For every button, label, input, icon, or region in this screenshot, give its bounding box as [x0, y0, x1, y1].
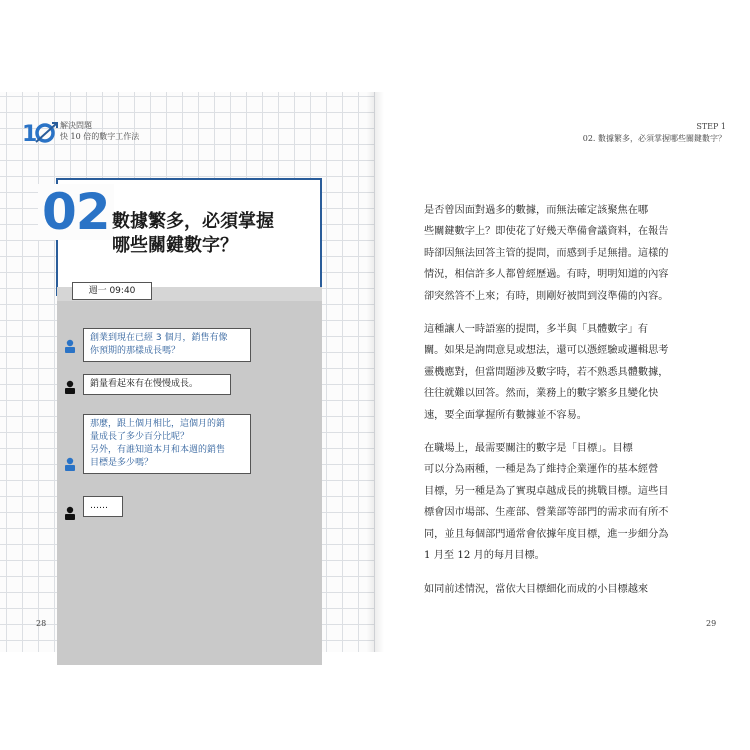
book-spread — [0, 92, 750, 652]
text-line: 在職場上，最需要關注的數字是「目標」。目標 — [424, 443, 633, 455]
chapter-title — [112, 210, 312, 258]
running-header-step: STEP 1 — [696, 122, 726, 131]
left-page — [0, 92, 375, 652]
blue-person-icon — [64, 339, 76, 353]
text-line: 這種讓人一時語塞的提問，多半與「具體數字」有 — [424, 324, 649, 336]
text-line: 同，並且每個部門通常會依據年度目標，進一步細分為 — [424, 528, 669, 540]
chapter-title-line1: 數據繁多，必須掌握 — [112, 211, 274, 232]
svg-text:1: 1 — [22, 122, 38, 146]
text-line: 速，要全面掌握所有數據並不容易。 — [424, 409, 587, 421]
text-line: 關。如果是詢問意見或想法，還可以憑經驗或邏輯思考 — [424, 345, 669, 357]
text-line: 如同前述情況，當依大目標細化而成的小目標越來 — [424, 583, 649, 595]
paragraph — [424, 200, 698, 307]
page-number-left: 28 — [36, 619, 47, 628]
text-line: 1 月至 12 月的每月目標。 — [424, 550, 545, 562]
text-line: 是否曾因面對過多的數據，而無法確定該聚焦在哪 — [424, 205, 649, 216]
chat-timestamp: 週一 09:40 — [72, 282, 152, 300]
text-line: 情況，相信許多人都曾經歷過。有時，明明知道的內容 — [424, 269, 669, 281]
series-title-line1: 解決問題 — [60, 121, 92, 130]
text-line: 標會因市場部、生產部、營業部等部門的需求而有所不 — [424, 507, 669, 519]
book-logo-icon — [22, 120, 62, 146]
text-line: 時卻因無法回答主管的提問，而感到手足無措。這樣的 — [424, 247, 669, 259]
text-line: 目標，另一種是為了實現卓越成長的挑戰目標。這些目 — [424, 485, 669, 497]
body-text — [424, 200, 698, 612]
running-header-section: 02. 數據繁多，必須掌握哪些關鍵數字？ — [582, 134, 726, 143]
paragraph — [424, 319, 698, 426]
series-title-line2: 快 10 倍的數字工作法 — [60, 132, 140, 141]
chat-bubble-2 — [83, 374, 231, 395]
series-title — [60, 120, 139, 142]
chapter-title-line2: 哪些關鍵數字？ — [112, 235, 238, 256]
page-number-right: 29 — [706, 619, 717, 628]
chat-bubble-3 — [83, 414, 251, 474]
chapter-number: 02 — [38, 184, 114, 240]
paragraph — [424, 579, 698, 600]
bubble-1-line: 創業到現在已經 3 個月，銷售有像 — [90, 333, 228, 343]
text-line: 些關鍵數字上？即使花了好幾天準備會議資料，在報告 — [424, 226, 669, 238]
bubble-2-line: 銷量看起來有在慢慢成長。 — [90, 379, 199, 389]
black-person-icon — [64, 506, 76, 520]
text-line: 往往就難以回答。然而，業務上的數字繁多且變化快 — [424, 388, 659, 400]
paragraph — [424, 438, 698, 566]
chat-bubble-4 — [83, 496, 123, 517]
bubble-3-line: 那麼，跟上個月相比，這個月的銷 — [90, 419, 226, 429]
blue-person-icon — [64, 457, 76, 471]
text-line: 可以分為兩種，一種是為了維持企業運作的基本經營 — [424, 464, 659, 476]
bubble-3-line: 另外，有誰知道本月和本週的銷售 — [90, 445, 226, 455]
black-person-icon — [64, 380, 76, 394]
text-line: 靈機應對，但當問題涉及數字時，若不熟悉具體數據， — [424, 366, 669, 378]
bubble-3-line: 量成長了多少百分比呢？ — [90, 432, 190, 442]
chat-bubble-1 — [83, 328, 251, 362]
bubble-3-line: 目標是多少嗎？ — [90, 458, 154, 468]
book-gutter — [366, 92, 384, 652]
text-line: 卻突然答不上來；有時，則剛好被問到沒準備的內容。 — [424, 290, 669, 302]
bubble-1-line: 你預期的那樣成長嗎？ — [90, 346, 181, 356]
bubble-4-line: …… — [90, 501, 108, 511]
